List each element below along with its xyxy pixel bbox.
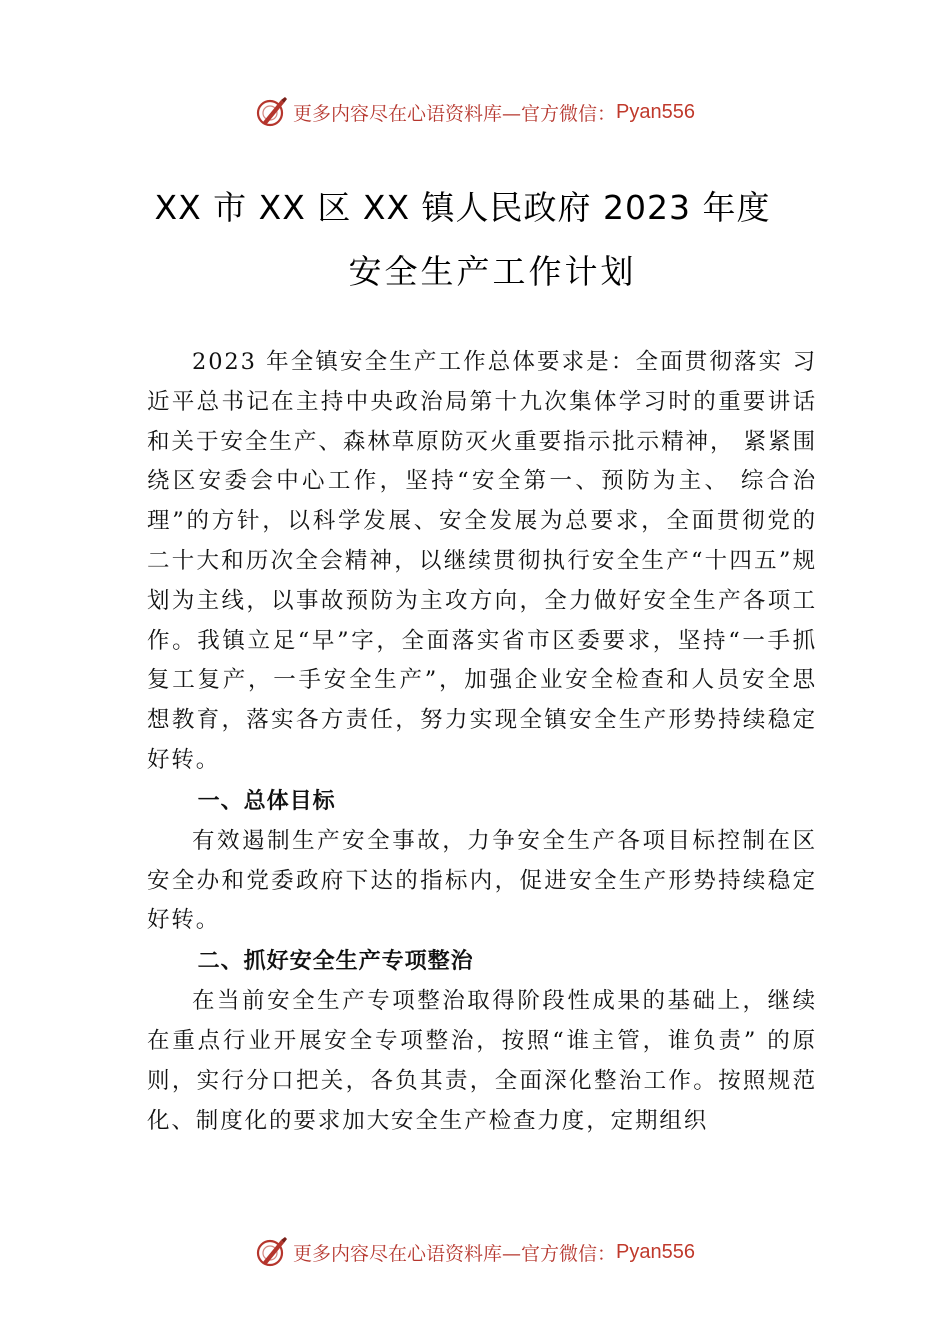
section-heading-overall-goal: 一、总体目标 bbox=[197, 788, 336, 814]
document-body bbox=[147, 343, 817, 1141]
footer-banner bbox=[0, 1232, 950, 1272]
wechat-id: Pyan556 bbox=[616, 1240, 695, 1263]
wechat-id: Pyan556 bbox=[616, 100, 695, 123]
banner-text: 更多内容尽在心语资料库—官方微信： bbox=[293, 102, 617, 125]
banner-text: 更多内容尽在心语资料库—官方微信： bbox=[293, 1242, 617, 1265]
header-banner bbox=[0, 92, 950, 132]
document-title-line1: XX 市 XX 区 XX 镇人民政府 2023 年度 bbox=[154, 188, 771, 227]
intro-paragraph: 2023 年全镇安全生产工作总体要求是：全面贯彻落实 习近平总书记在主持中央政治局第十九次集体学习时的重要讲话和关于安全生产、森林草原防灭火重要指示批示精神， 紧紧围绕区安委会中心工作，坚持“安全第一、预防为主、 综合治理”的方针，以科学发展、安全发展为总要求，全面贯彻党的二十大和历次全会精神，以继续贯彻执行安全生产“十四五”规划为主线，以事故预防为主攻方向，全力做好安全生产各项工作。我镇立足“早”字，全面落实省市区委要求，坚持“一手抓复工复产，一手安全生产”，加强企业安全检查和人员安全思想教育，落实各方责任，努力实现全镇安全生产形势持续稳定好转。 bbox=[147, 349, 817, 773]
pen-seal-logo-icon bbox=[255, 95, 289, 129]
document-title-line2: 安全生产工作计划 bbox=[348, 252, 637, 291]
section-paragraph-overall-goal: 有效遏制生产安全事故，力争安全生产各项目标控制在区安全办和党委政府下达的指标内，促进安全生产形势持续稳定好转。 bbox=[147, 827, 817, 934]
section-heading-special-rectification: 二、抓好安全生产专项整治 bbox=[197, 949, 474, 975]
pen-seal-logo-icon bbox=[255, 1235, 289, 1269]
section-paragraph-special-rectification: 在当前安全生产专项整治取得阶段性成果的基础上，继续在重点行业开展安全专项整治，按照“谁主管，谁负责” 的原则，实行分口把关，各负其责，全面深化整治工作。按照规范化、制度化的要求加大安全生产检查力度，定期组织 bbox=[147, 988, 817, 1134]
